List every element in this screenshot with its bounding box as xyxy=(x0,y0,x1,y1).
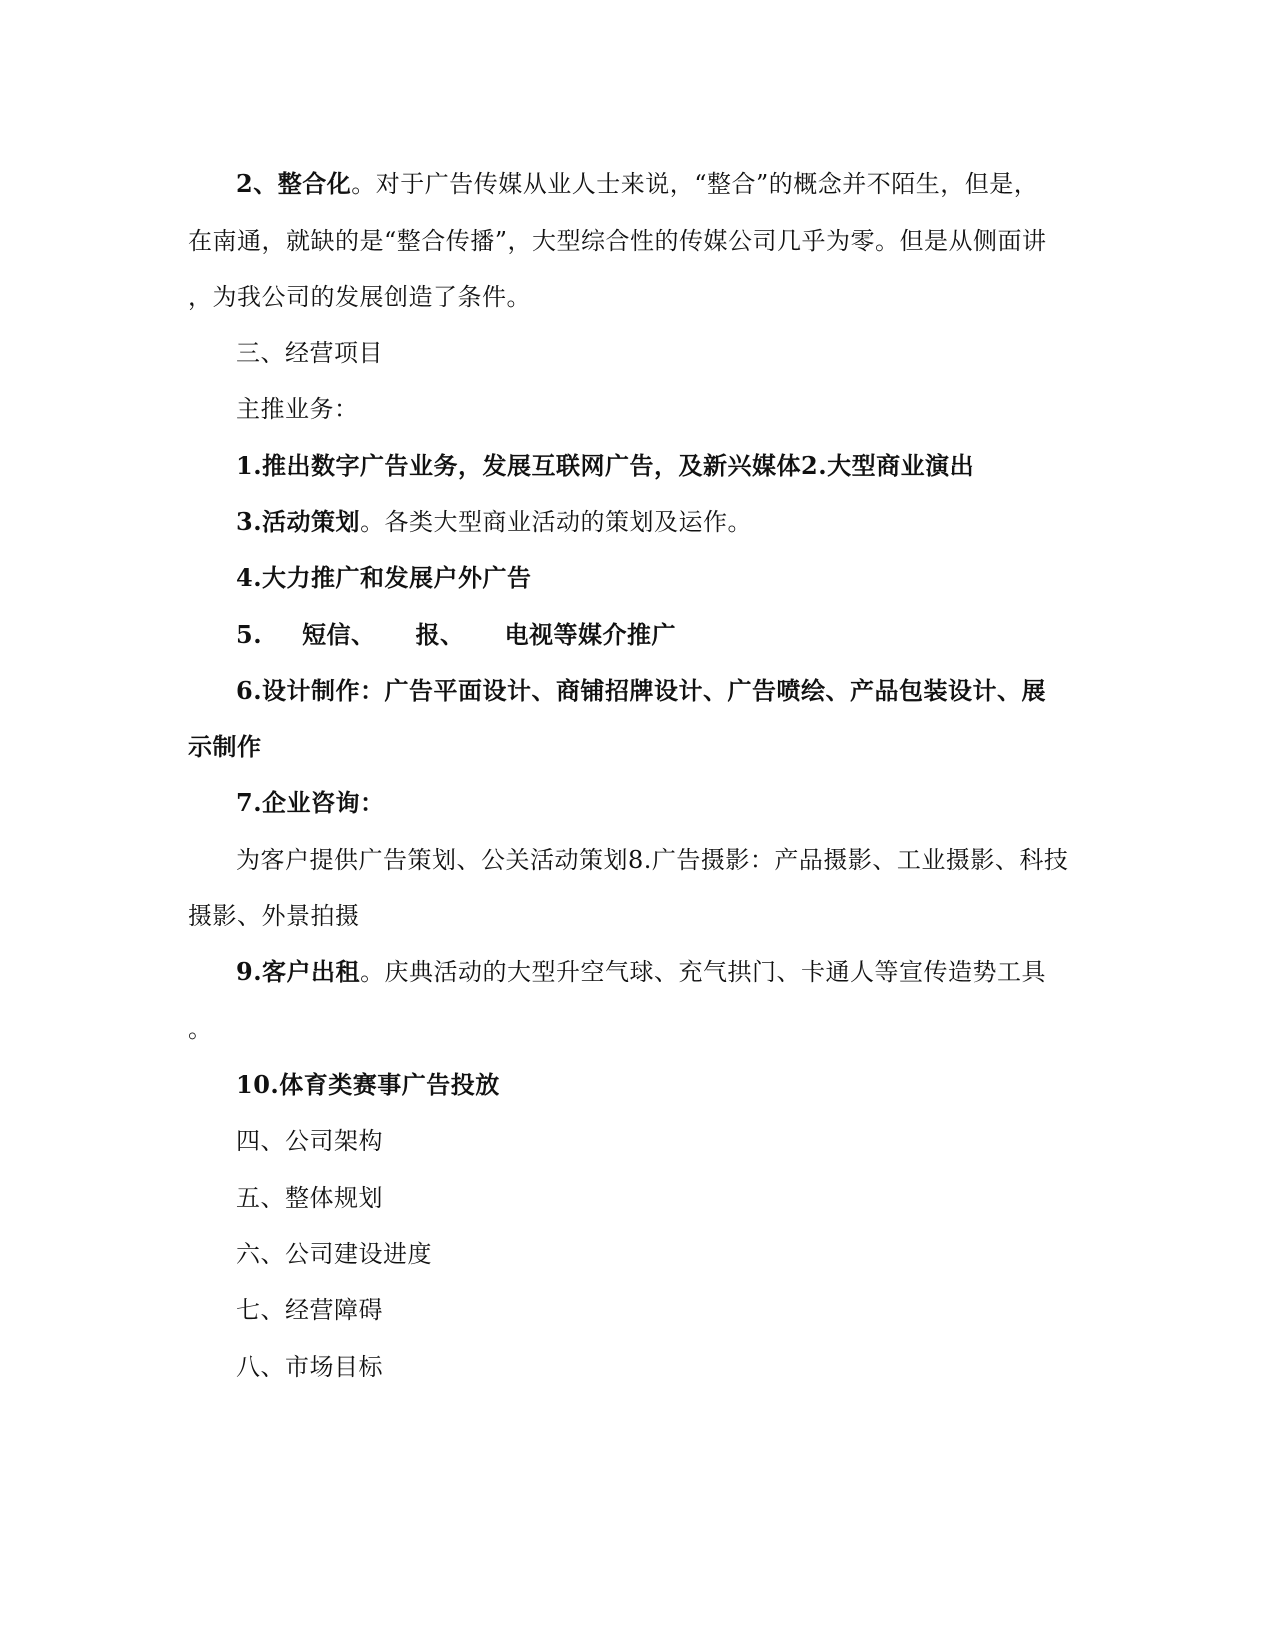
paragraph-integration-line-3: ，为我公司的发展创造了条件。 xyxy=(188,283,531,311)
business-item-1: 1.推出数字广告业务，发展互联网广告，及新兴媒体2.大型商业演出 xyxy=(236,451,975,480)
section-heading-business-obstacles: 七、经营障碍 xyxy=(236,1296,383,1324)
business-item-6-line-1: 6.设计制作：广告平面设计、商铺招牌设计、广告喷绘、产品包装设计、展 xyxy=(236,676,1047,705)
business-item-5-tv: 电视等媒介推广 xyxy=(504,620,677,649)
business-item-7: 7.企业咨询： xyxy=(236,788,385,817)
business-item-3-text: 。各类大型商业活动的策划及运作。 xyxy=(360,508,753,536)
paragraph-integration-line-2: 在南通，就缺的是“整合传播”，大型综合性的传媒公司几乎为零。但是从侧面讲 xyxy=(188,227,1047,255)
paragraph-integration-line-1 xyxy=(236,168,1038,200)
business-item-10: 10.体育类赛事广告投放 xyxy=(236,1070,500,1099)
section-heading-overall-plan: 五、整体规划 xyxy=(236,1184,383,1212)
business-item-6-line-2: 示制作 xyxy=(188,732,262,761)
business-item-9-heading: 9.客户出租 xyxy=(236,957,361,986)
section-heading-market-target: 八、市场目标 xyxy=(236,1353,383,1381)
business-item-9-line-1 xyxy=(236,956,1046,988)
section-heading-business-items: 三、经营项目 xyxy=(236,339,383,367)
consulting-text-line-1: 为客户提供广告策划、公关活动策划8.广告摄影：产品摄影、工业摄影、科技 xyxy=(236,846,1069,874)
integration-heading: 2、整合化 xyxy=(236,169,352,198)
integration-text: 。对于广告传媒从业人士来说，“整合”的概念并不陌生，但是， xyxy=(351,170,1039,198)
business-item-5-sms: 短信、 xyxy=(302,620,376,649)
business-item-9-text: 。庆典活动的大型升空气球、充气拱门、卡通人等宣传造势工具 xyxy=(360,958,1047,986)
main-business-label: 主推业务： xyxy=(236,395,359,423)
business-item-3 xyxy=(236,506,752,538)
business-item-3-heading: 3.活动策划 xyxy=(236,507,361,536)
business-item-5 xyxy=(236,619,676,651)
business-item-4: 4.大力推广和发展户外广告 xyxy=(236,563,532,592)
business-item-5-number: 5. xyxy=(236,620,263,649)
consulting-text-line-2: 摄影、外景拍摄 xyxy=(188,902,360,930)
business-item-5-newspaper: 报、 xyxy=(415,620,465,649)
section-heading-company-structure: 四、公司架构 xyxy=(236,1127,383,1155)
business-item-9-line-2: 。 xyxy=(188,1015,213,1043)
section-heading-construction-progress: 六、公司建设进度 xyxy=(236,1240,432,1268)
